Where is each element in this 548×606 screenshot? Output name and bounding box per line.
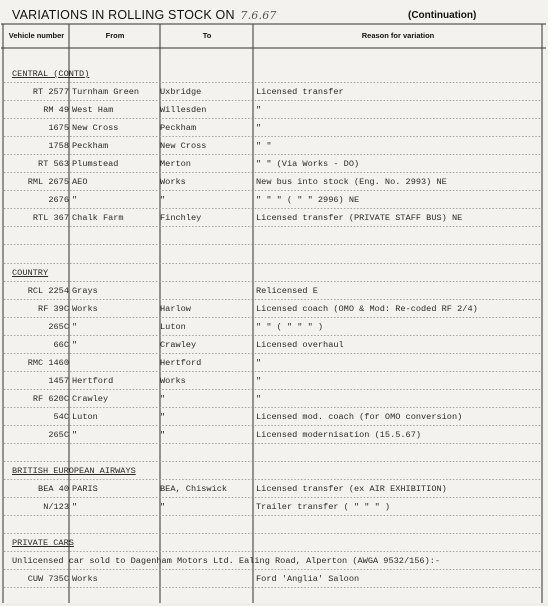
- table-row: [0, 445, 548, 462]
- reason-cell: Licensed transfer: [256, 87, 344, 98]
- table-row: [0, 283, 548, 300]
- to-cell: Works: [160, 375, 186, 386]
- from-cell: [72, 445, 162, 462]
- vehicle-number: RMC 1460: [27, 357, 69, 368]
- table-row: [0, 373, 548, 390]
- section-heading-row: [0, 463, 548, 480]
- table-row: [0, 120, 548, 137]
- from-cell: [72, 355, 162, 372]
- vehicle-number: 66C: [53, 339, 69, 350]
- from-cell: ": [72, 321, 78, 332]
- vehicle-number: [3, 517, 69, 534]
- to-cell: BEA, Chiswick: [160, 484, 228, 495]
- vehicle-number: 1675: [48, 123, 69, 134]
- col-header-from: From: [105, 31, 125, 40]
- vehicle-number: RF 39C: [38, 303, 69, 314]
- vehicle-number: 2676: [48, 195, 69, 206]
- reason-cell: Licensed mod. coach (for OMO conversion): [256, 411, 463, 422]
- from-cell: Works: [72, 303, 98, 314]
- from-cell: Peckham: [72, 141, 109, 152]
- to-cell: Works: [160, 177, 186, 188]
- reason-cell: Licensed coach (OMO & Mod: Re-coded RF 2/4): [256, 303, 478, 314]
- reason-cell: ": [256, 357, 262, 368]
- reason-cell: Relicensed E: [256, 285, 318, 296]
- to-cell: Harlow: [160, 303, 191, 314]
- vehicle-number: RM 49: [43, 105, 69, 116]
- reason-cell: Licensed transfer (ex AIR EXHIBITION): [256, 484, 447, 495]
- to-cell: Uxbridge: [160, 87, 202, 98]
- to-cell: ": [160, 393, 166, 404]
- table-row: [0, 481, 548, 498]
- vehicle-number: RCL 2254: [27, 285, 69, 296]
- vehicle-number: 1457: [48, 375, 69, 386]
- to-cell: New Cross: [160, 141, 207, 152]
- title-date: 7.6.67: [240, 9, 277, 22]
- reason-cell: " " (Via Works - DO): [256, 159, 360, 170]
- table-row: [0, 589, 548, 606]
- from-cell: West Ham: [72, 105, 114, 116]
- from-cell: Chalk Farm: [72, 213, 124, 224]
- section-heading-row: [0, 535, 548, 552]
- to-cell: [160, 228, 252, 245]
- from-cell: Luton: [72, 411, 98, 422]
- table-row: [0, 228, 548, 245]
- table-row: [0, 391, 548, 408]
- title-text: VARIATIONS IN ROLLING STOCK ON: [12, 8, 235, 22]
- from-cell: New Cross: [72, 123, 119, 134]
- table-row: [0, 319, 548, 336]
- vehicle-number: [3, 228, 69, 245]
- document-title: [12, 8, 277, 22]
- table-row: [0, 210, 548, 227]
- to-cell: Finchley: [160, 213, 202, 224]
- from-cell: [72, 247, 162, 264]
- from-cell: Crawley: [72, 393, 109, 404]
- from-cell: Grays: [72, 285, 98, 296]
- vehicle-number: RT 2577: [32, 87, 69, 98]
- vehicle-number: RTL 367: [32, 213, 69, 224]
- reason-cell: ": [256, 393, 262, 404]
- reason-cell: [256, 589, 541, 606]
- continuation-label: (Continuation): [408, 10, 477, 21]
- vehicle-number: 1758: [48, 141, 69, 152]
- section-heading-row: [0, 66, 548, 83]
- section-heading-row: [0, 265, 548, 282]
- to-cell: ": [160, 195, 166, 206]
- col-header-to: To: [202, 31, 212, 40]
- vehicle-number: CUW 735C: [27, 574, 69, 585]
- to-cell: ": [160, 411, 166, 422]
- from-cell: [72, 589, 162, 606]
- reason-cell: ": [256, 123, 262, 134]
- vehicle-number: BEA 40: [38, 484, 69, 495]
- to-cell: [160, 445, 252, 462]
- vehicle-number: 265C: [48, 321, 69, 332]
- table-row: [0, 355, 548, 372]
- to-cell: [160, 517, 252, 534]
- from-cell: ": [72, 430, 78, 440]
- reason-cell: [256, 445, 541, 462]
- from-cell: [72, 517, 162, 534]
- reason-cell: Trailer transfer ( " " " ): [256, 502, 391, 513]
- vehicle-number: 265C: [48, 430, 69, 440]
- reason-cell: " ": [256, 141, 272, 152]
- reason-cell: [256, 247, 541, 264]
- vehicle-number: [3, 589, 69, 606]
- table-row: [0, 192, 548, 209]
- table-row: [0, 409, 548, 426]
- reason-cell: Ford 'Anglia' Saloon: [256, 574, 360, 585]
- from-cell: ": [72, 502, 78, 513]
- vehicle-number: N/123: [43, 502, 69, 513]
- reason-cell: Licensed transfer (PRIVATE STAFF BUS) NE: [256, 213, 463, 224]
- to-cell: ": [160, 502, 166, 513]
- vehicle-number: 54C: [53, 411, 69, 422]
- table-row: [0, 247, 548, 264]
- vehicle-number: RF 620C: [32, 393, 69, 404]
- from-cell: ": [72, 339, 78, 350]
- reason-cell: " " ( " " " ): [256, 321, 324, 332]
- to-cell: Peckham: [160, 123, 197, 134]
- section-heading: CENTRAL (CONTD): [12, 69, 90, 79]
- from-cell: Plumstead: [72, 159, 119, 170]
- row-note: Unlicensed car sold to Dagenham Motors Ltd. Ealing Road, Alperton (AWGA 9532/156):-: [12, 556, 441, 567]
- from-cell: ": [72, 195, 78, 206]
- from-cell: Works: [72, 574, 98, 585]
- to-cell: ": [160, 430, 166, 440]
- section-heading: PRIVATE CARS: [12, 538, 74, 549]
- table-row: [0, 571, 548, 588]
- reason-cell: ": [256, 375, 262, 386]
- table-row: [0, 301, 548, 318]
- from-cell: Hertford: [72, 375, 114, 386]
- to-cell: [160, 247, 252, 264]
- col-header-vehicle: Vehicle number: [8, 31, 65, 40]
- from-cell: [72, 228, 162, 245]
- reason-cell: [256, 228, 541, 245]
- table-row: [0, 102, 548, 119]
- reason-cell: ": [256, 105, 262, 116]
- to-cell: [160, 589, 252, 606]
- section-heading: COUNTRY: [12, 267, 49, 278]
- table-row: [0, 427, 548, 444]
- reason-cell: " " " ( " " 2996) NE: [256, 195, 360, 206]
- table-row: [0, 156, 548, 173]
- to-cell: [160, 571, 252, 588]
- vehicle-number: RML 2675: [27, 177, 69, 188]
- table-row: [0, 553, 548, 570]
- reason-cell: Licensed overhaul: [256, 339, 344, 350]
- reason-cell: New bus into stock (Eng. No. 2993) NE: [256, 177, 447, 188]
- vehicle-number: [3, 247, 69, 264]
- table-row: [0, 517, 548, 534]
- from-cell: PARIS: [72, 484, 98, 495]
- table-row: [0, 174, 548, 191]
- table-row: [0, 337, 548, 354]
- to-cell: Luton: [160, 321, 186, 332]
- to-cell: [160, 283, 252, 300]
- table-row: [0, 84, 548, 101]
- to-cell: Willesden: [160, 105, 207, 116]
- section-heading: BRITISH EUROPEAN AIRWAYS: [12, 466, 136, 477]
- reason-cell: Licensed modernisation (15.5.67): [256, 430, 422, 440]
- table-row: [0, 138, 548, 155]
- from-cell: AEO: [72, 177, 88, 188]
- reason-cell: [256, 517, 541, 534]
- col-header-reason: Reason for variation: [361, 31, 435, 40]
- vehicle-number: [3, 445, 69, 462]
- to-cell: Hertford: [160, 357, 202, 368]
- vehicle-number: RT 563: [38, 159, 69, 170]
- to-cell: Crawley: [160, 339, 197, 350]
- table-row: [0, 499, 548, 516]
- to-cell: Merton: [160, 159, 191, 170]
- from-cell: Turnham Green: [72, 87, 140, 98]
